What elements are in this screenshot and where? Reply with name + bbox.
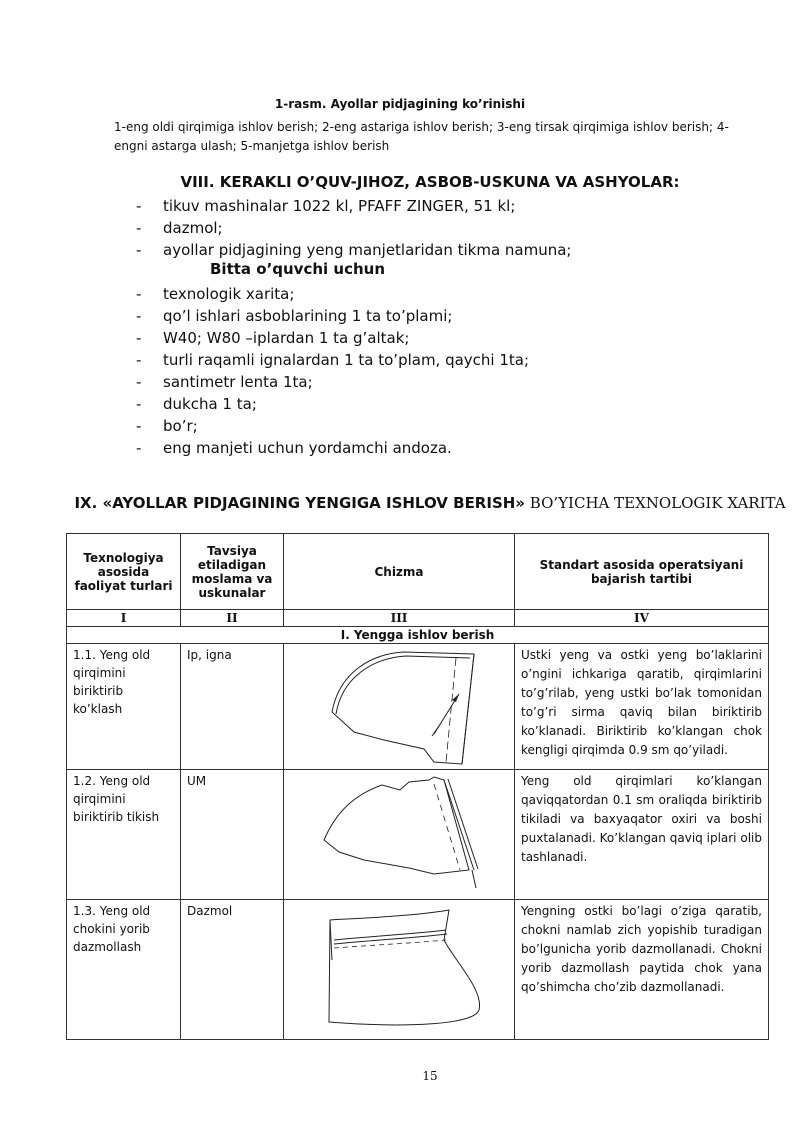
tool-cell: UM xyxy=(181,770,284,900)
roman-cell: I xyxy=(67,610,181,627)
header-procedure: Standart asosida operatsiyani bajarish tartibi xyxy=(515,534,769,610)
table-row xyxy=(67,644,769,770)
sleeve-seam-stitch-drawing xyxy=(284,770,513,898)
description-cell: Yeng old qirqimlari ko’klangan qaviqqatordan 0.1 sm oraliqda biriktirib tikiladi va baxyaqator oxiri va boshi puxtalanadi. Ko’klangan qaviq iplari olib tashlanadi. xyxy=(515,770,769,900)
section-9-heading: IX. «AYOLLAR PIDJAGINING YENGIGA ISHLOV BERISH» BO’YICHA TEXNOLOGIK XARITA xyxy=(74,494,786,512)
drawing-cell xyxy=(284,644,515,770)
list-item: - bo’r; xyxy=(136,417,198,435)
description-cell: Yengning ostki bo’lagi o’ziga qaratib, chokni namlab zich yopishib turadigan bo’lgunicha yorib dazmollanadi. Chokni yorib dazmollash paytida chok yana qo’shimcha cho’zib dazmollanadi. xyxy=(515,900,769,1040)
operation-cell: 1.2. Yeng old qirqimini biriktirib tikish xyxy=(67,770,181,900)
table-row xyxy=(67,900,769,1040)
figure-caption-title: 1-rasm. Ayollar pidjagining ko’rinishi xyxy=(274,97,526,111)
operation-cell: 1.3. Yeng old chokini yorib dazmollash xyxy=(67,900,181,1040)
roman-cell: IV xyxy=(515,610,769,627)
section-title-row xyxy=(67,627,769,644)
list-item: - texnologik xarita; xyxy=(136,285,295,303)
description-cell: Ustki yeng va ostki yeng bo’laklarini o’ngini ichkariga qaratib, qirqimlarini to’g’rilab, yeng ustki bo’lak tomonidan to’g’ri sirma qaviq bilan biriktirib ko’klanadi. Biriktirib ko’klangan chok kengligi qirqimda 0.9 sm qo’yiladi. xyxy=(515,644,769,770)
table-row xyxy=(67,770,769,900)
tool-cell: Dazmol xyxy=(181,900,284,1040)
list-item: - turli raqamli ignalardan 1 ta to’plam, qaychi 1ta; xyxy=(136,351,530,369)
drawing-cell xyxy=(284,770,515,900)
sleeve-seam-baste-drawing xyxy=(284,644,513,768)
section-title: I. Yengga ishlov berish xyxy=(67,627,769,644)
page-number: 15 xyxy=(422,1069,438,1083)
technology-map-table xyxy=(66,533,769,1040)
operation-cell: 1.1. Yeng old qirqimini biriktirib ko’klash xyxy=(67,644,181,770)
header-tools: Tavsiya etiladigan moslama va uskunalar xyxy=(181,534,284,610)
list-item: - santimetr lenta 1ta; xyxy=(136,373,313,391)
drawing-cell xyxy=(284,900,515,1040)
roman-cell: II xyxy=(181,610,284,627)
list-item: - tikuv mashinalar 1022 kl, PFAFF ZINGER, 51 kl; xyxy=(136,197,516,215)
list-item: - qo’l ishlari asboblarining 1 ta to’plami; xyxy=(136,307,453,325)
per-student-subheading: Bitta o’quvchi uchun xyxy=(210,260,385,278)
list-item: - ayollar pidjagining yeng manjetlaridan tikma namuna; xyxy=(136,241,572,259)
roman-numeral-row xyxy=(67,610,769,627)
list-item: - dazmol; xyxy=(136,219,223,237)
header-activity: Texnologiya asosida faoliyat turlari xyxy=(67,534,181,610)
equipment-list xyxy=(136,195,572,459)
list-item: - dukcha 1 ta; xyxy=(136,395,257,413)
tool-cell: Ip, igna xyxy=(181,644,284,770)
sleeve-seam-press-drawing xyxy=(284,900,513,1038)
header-drawing: Chizma xyxy=(284,534,515,610)
roman-cell: III xyxy=(284,610,515,627)
list-item: - eng manjeti uchun yordamchi andoza. xyxy=(136,439,452,457)
figure-caption-description: 1-eng oldi qirqimiga ishlov berish; 2-eng astariga ishlov berish; 3-eng tirsak qirqimiga ishlov berish; 4-engni astarga ulash; 5-manjetga ishlov berish xyxy=(114,120,729,153)
list-item: - W40; W80 –iplardan 1 ta g’altak; xyxy=(136,329,410,347)
table-header-row xyxy=(67,534,769,610)
section-8-heading: VIII. KERAKLI O’QUV-JIHOZ, ASBOB-USKUNA VA ASHYOLAR: xyxy=(180,173,680,191)
